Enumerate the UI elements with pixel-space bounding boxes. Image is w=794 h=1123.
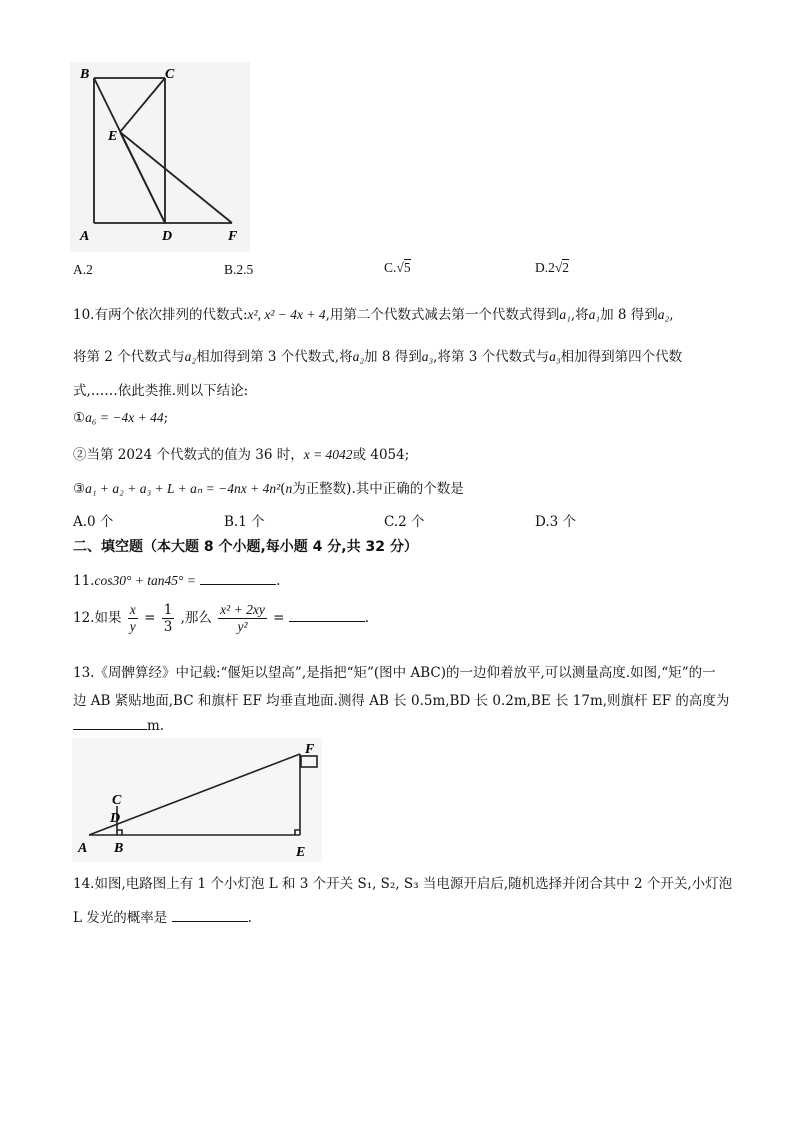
q9-option-d-coef: 2 bbox=[548, 260, 555, 275]
label-D: D bbox=[162, 229, 173, 244]
q10-option-a[interactable]: A.0 个 bbox=[73, 514, 114, 530]
q12-fraction-expression: $\frac{\text{x² + 2xy}}{\text{y²}}$ bbox=[220, 602, 265, 634]
label-B: B bbox=[80, 67, 90, 82]
label-F: F bbox=[305, 742, 315, 757]
q11: 11.cos30° + tan45° = . bbox=[73, 570, 280, 589]
q9-option-c-radicand: 5 bbox=[403, 260, 411, 275]
label-D: D bbox=[110, 811, 121, 826]
q12-fraction-x-over-y: $\frac{x}{y}$ bbox=[129, 602, 136, 634]
q13-line2: 边 AB 紧贴地面,BC 和旗杆 EF 均垂直地面.测得 AB 长 0.5m,BD 长 0.2m,BE 长 17m,则旗杆 EF 的高度为 bbox=[73, 693, 730, 709]
sqrt-sign: √ bbox=[554, 260, 563, 275]
label-A: A bbox=[78, 841, 88, 856]
q12: 12.如果 $\frac{x}{y}$ = $\frac{1}{3}$ ,那么 $\frac{\text{x² + 2xy}}{\text{y²}}$ = . bbox=[73, 602, 370, 635]
q9-option-d-prefix: D. bbox=[535, 260, 549, 275]
q10-option-b[interactable]: B.1 个 bbox=[224, 514, 265, 530]
sqrt-sign: √ bbox=[396, 260, 404, 275]
q14-line2: L 发光的概率是 . bbox=[73, 906, 252, 926]
geometry-figure-rectangle bbox=[70, 62, 250, 252]
section-heading-fill-in: 二、填空题（本大题 8 个小题,每小题 4 分,共 32 分） bbox=[73, 539, 418, 555]
q10-option-d[interactable]: D.3 个 bbox=[535, 514, 577, 530]
q11-answer-blank[interactable] bbox=[200, 570, 276, 585]
q10-conclusion-2: ②当第 2024 个代数式的值为 36 时，x = 4042或 4054; bbox=[73, 447, 410, 463]
q14-answer-blank[interactable] bbox=[172, 907, 248, 922]
q9-option-b[interactable]: B.2.5 bbox=[224, 262, 254, 277]
q10-line3: 式,……依此类推.则以下结论: bbox=[73, 383, 249, 399]
q10-conclusion-3: ③a₁ + a₂ + a₃ + L + aₙ = −4nx + 4n²(n为正整数).其中正确的个数是 bbox=[73, 481, 464, 497]
q9-option-c-prefix: C. bbox=[384, 260, 397, 275]
label-C: C bbox=[165, 67, 175, 82]
label-A: A bbox=[80, 229, 90, 244]
q13-line1: 13.《周髀算经》中记载:“偃矩以望高”,是指把“矩”(图中 ABC)的一边仰着放平,可以测量高度.如图,“矩”的一 bbox=[73, 665, 716, 681]
q13-answer-blank[interactable] bbox=[73, 715, 147, 730]
q10-line1: 10.有两个依次排列的代数式:x², x² − 4x + 4,用第二个代数式减去第一个代数式得到a₁,将a₁加 8 得到a₂, bbox=[73, 307, 674, 323]
geometry-figure-flagpole bbox=[72, 738, 322, 862]
q14-line1: 14.如图,电路图上有 1 个小灯泡 L 和 3 个开关 S₁, S₂, S₃ 当电源开启后,随机选择并闭合其中 2 个开关,小灯泡 bbox=[73, 876, 733, 892]
q12-fraction-one-third: $\frac{1}{3}$ bbox=[163, 602, 173, 635]
label-F: F bbox=[228, 229, 238, 244]
q13-line3: m. bbox=[73, 715, 164, 734]
q10-option-c[interactable]: C.2 个 bbox=[384, 514, 425, 530]
q9-option-a[interactable]: A.2 bbox=[73, 262, 93, 277]
label-C: C bbox=[112, 793, 122, 808]
q12-answer-blank[interactable] bbox=[289, 607, 365, 622]
label-B: B bbox=[114, 841, 124, 856]
q9-option-d[interactable] bbox=[535, 260, 569, 276]
q10-line2: 将第 2 个代数式与a₂相加得到第 3 个代数式,将a₂加 8 得到a₃,将第 3 个代数式与a₃相加得到第四个代数 bbox=[73, 349, 683, 365]
label-E: E bbox=[108, 129, 118, 144]
q10-conclusion-1: ①a₆ = −4x + 44; bbox=[73, 410, 169, 426]
q9-option-d-radicand: 2 bbox=[562, 260, 570, 275]
q9-option-c[interactable] bbox=[384, 260, 411, 276]
label-E: E bbox=[296, 845, 306, 860]
